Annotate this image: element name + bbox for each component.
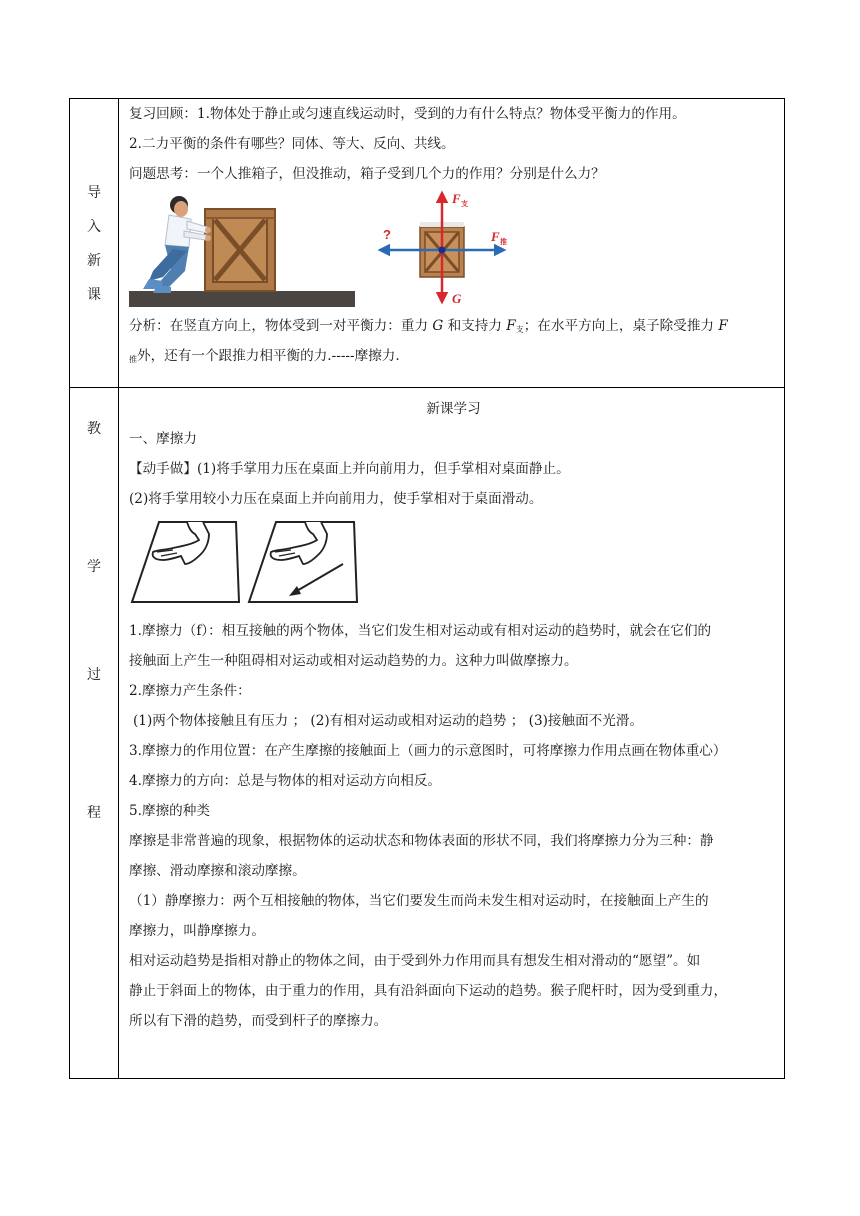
intro-side-label — [70, 99, 119, 387]
side-char: 过 — [87, 667, 101, 683]
intro-content — [119, 99, 784, 387]
side-char: 教 — [87, 421, 101, 437]
section-heading: 新课学习 — [426, 401, 481, 417]
teaching-content — [119, 388, 784, 1078]
static-friction-line-1: （1）静摩擦力：两个互相接触的物体，当它们要发生而尚未发生相对运动时，在接触面上产生的 — [129, 893, 709, 909]
person-pushing-box-illustration — [129, 191, 355, 309]
lesson-table — [69, 98, 785, 1079]
trend-line-1: 相对运动趋势是指相对静止的物体之间，由于受到外力作用而具有想发生相对滑动的“愿望”。如 — [129, 953, 701, 969]
support-force-sub: 支 — [461, 200, 468, 208]
analysis-line-1: 分析：在竖直方向上，物体受到一对平衡力：重力 G 和支持力 $F_支$；在水平方向上，桌子除受推力 F — [129, 318, 728, 334]
side-char: 导 — [87, 185, 101, 201]
conditions-title: 2.摩擦力产生条件： — [129, 683, 251, 699]
analysis-line-2: $_推$外，还有一个跟推力相平衡的力.-----摩擦力. — [129, 348, 400, 364]
activity-2: (2)将手掌用较小力压在桌面上并向前用力，使手掌相对于桌面滑动。 — [129, 491, 543, 507]
push-force-sub: 推 — [500, 238, 507, 246]
section-title: 一、摩擦力 — [129, 431, 197, 447]
conditions-items: (1)两个物体接触且有压力 ； (2)有相对运动或相对运动的趋势 ； (3)接触面不光滑。 — [133, 713, 644, 729]
gravity-label: G — [452, 291, 462, 306]
review-line: 复习回顾：1.物体处于静止或匀速直线运动时，受到的力有什么特点？物体受平衡力的作用。 — [129, 106, 686, 122]
unknown-force-label: ? — [383, 227, 391, 242]
intro-figures — [129, 191, 778, 311]
side-char: 程 — [87, 805, 101, 821]
push-force-label: F — [491, 229, 500, 244]
teaching-row — [69, 388, 785, 1079]
kinds-line-2: 摩擦、滑动摩擦和滚动摩擦。 — [129, 863, 306, 879]
side-char: 新 — [87, 253, 101, 269]
trend-line-2: 静止于斜面上的物体，由于重力的作用，具有沿斜面向下运动的趋势。猴子爬杆时，因为受到重力， — [129, 983, 728, 999]
definition-line-2: 接触面上产生一种阻碍相对运动或相对运动趋势的力。这种力叫做摩擦力。 — [129, 653, 578, 669]
condition-line: 2.二力平衡的条件有哪些？同体、等大、反向、共线。 — [129, 136, 455, 152]
definition-line-1: 1.摩擦力（f）：相互接触的两个物体，当它们发生相对运动或有相对运动的趋势时，就会在它们的 — [129, 623, 712, 639]
trend-line-3: 所以有下滑的趋势，而受到杆子的摩擦力。 — [129, 1013, 388, 1029]
support-force-label: F — [452, 191, 461, 206]
hand-on-desk-illustration — [129, 520, 359, 610]
side-char: 学 — [87, 559, 101, 575]
intro-row — [69, 98, 785, 388]
side-char: 课 — [87, 287, 101, 303]
activity-1: 【动手做】(1)将手掌用力压在桌面上并向前用力，但手掌相对桌面静止。 — [129, 461, 570, 477]
kinds-line-1: 摩擦是非常普遍的现象，根据物体的运动状态和物体表面的形状不同，我们将摩擦力分为三种：静 — [129, 833, 714, 849]
friction-direction: 4.摩擦力的方向：总是与物体的相对运动方向相反。 — [129, 773, 442, 789]
kinds-title: 5.摩擦的种类 — [129, 803, 210, 819]
action-position: 3.摩擦力的作用位置：在产生摩擦的接触面上（画力的示意图时，可将摩擦力作用点画在物体重心） — [129, 743, 727, 759]
static-friction-line-2: 摩擦力，叫静摩擦力。 — [129, 923, 265, 939]
force-diagram — [374, 187, 514, 307]
teaching-side-label — [70, 388, 119, 1078]
question-line: 问题思考：一个人推箱子，但没推动，箱子受到几个力的作用？分别是什么力？ — [129, 166, 605, 182]
side-char: 入 — [87, 219, 101, 235]
